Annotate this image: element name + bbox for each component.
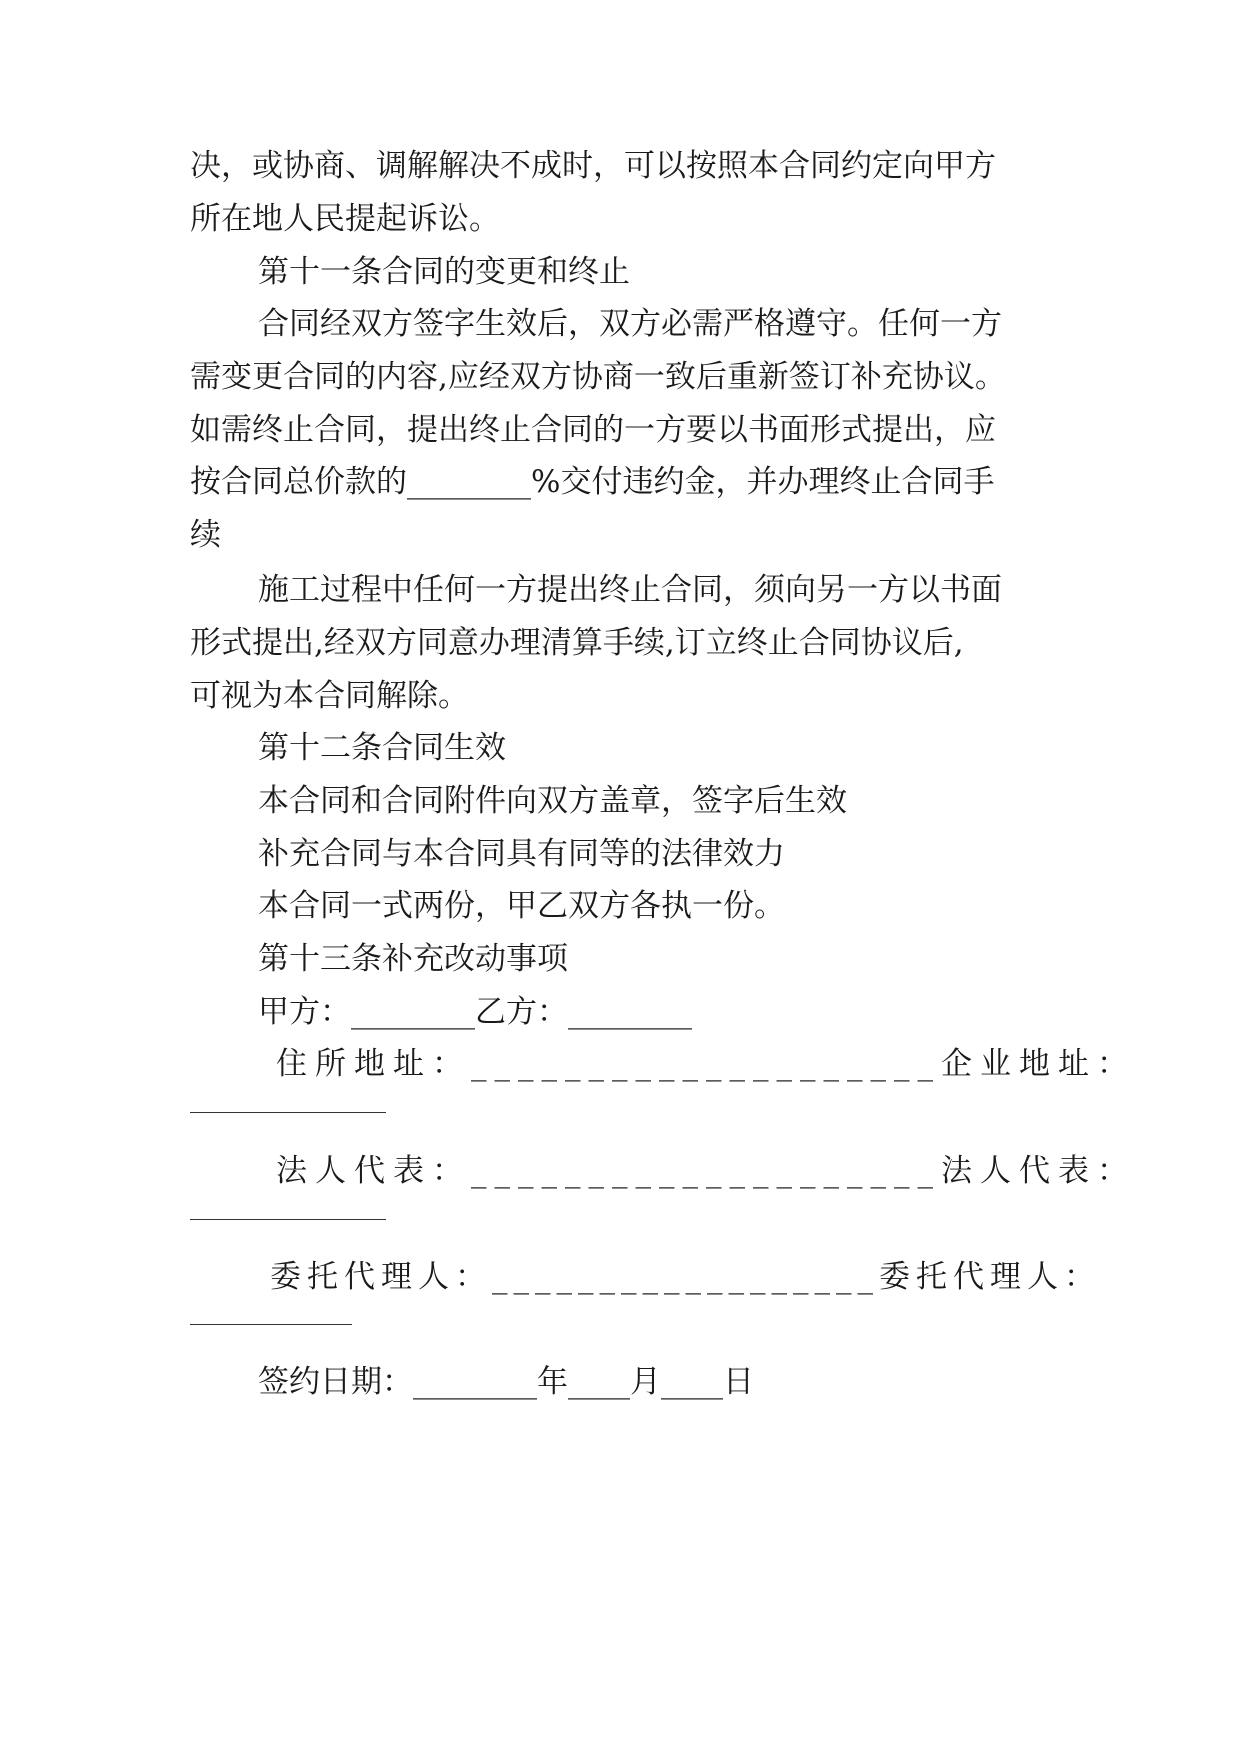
text-line: 施工过程中任何一方提出终止合同，须向另一方以书面 [258, 572, 1002, 608]
text-line: 续 [190, 517, 221, 553]
address-line: 住所地址：____________________企业地址： [276, 1046, 1136, 1082]
text-line: 补充合同与本合同具有同等的法律效力 [258, 836, 785, 872]
text-line [190, 146, 1050, 186]
text-line: 所在地人民提起诉讼。 [190, 201, 500, 237]
agent-line: 委托代理人：__________________委托代理人： [270, 1259, 1101, 1295]
text-line: 如需终止合同，提出终止合同的一方要以书面形式提出，应 [190, 412, 996, 448]
text-line: 本合同和合同附件向双方盖章，签字后生效 [258, 783, 847, 819]
text-line: 合同经双方签字生效后，双方必需严格遵守。任何一方 [258, 306, 1002, 342]
article-heading: 第十二条合同生效 [258, 730, 506, 766]
signing-date-line: 签约日期：________年____月____日 [258, 1364, 754, 1400]
text-line: 按合同总价款的________%交付违约金，并办理终止合同手 [190, 464, 995, 500]
article-heading: 第十一条合同的变更和终止 [258, 254, 630, 290]
blank-underline [190, 1219, 386, 1220]
line-text: 决，或协商、调解解决不成时，可以按照本合同约定向甲方 [190, 148, 996, 184]
text-line: 形式提出,经双方同意办理清算手续,订立终止合同协议后, [190, 625, 964, 661]
signature-parties-line: 甲方：________乙方：________ [258, 994, 692, 1030]
blank-underline [190, 1112, 386, 1113]
text-line: 需变更合同的内容,应经双方协商一致后重新签订补充协议。 [190, 359, 1006, 395]
text-line: 本合同一式两份，甲乙双方各执一份。 [258, 888, 785, 924]
blank-underline [190, 1324, 352, 1325]
article-heading: 第十三条补充改动事项 [258, 941, 568, 977]
text-line: 可视为本合同解除。 [190, 678, 469, 714]
legal-representative-line: 法人代表：____________________法人代表： [276, 1153, 1136, 1189]
